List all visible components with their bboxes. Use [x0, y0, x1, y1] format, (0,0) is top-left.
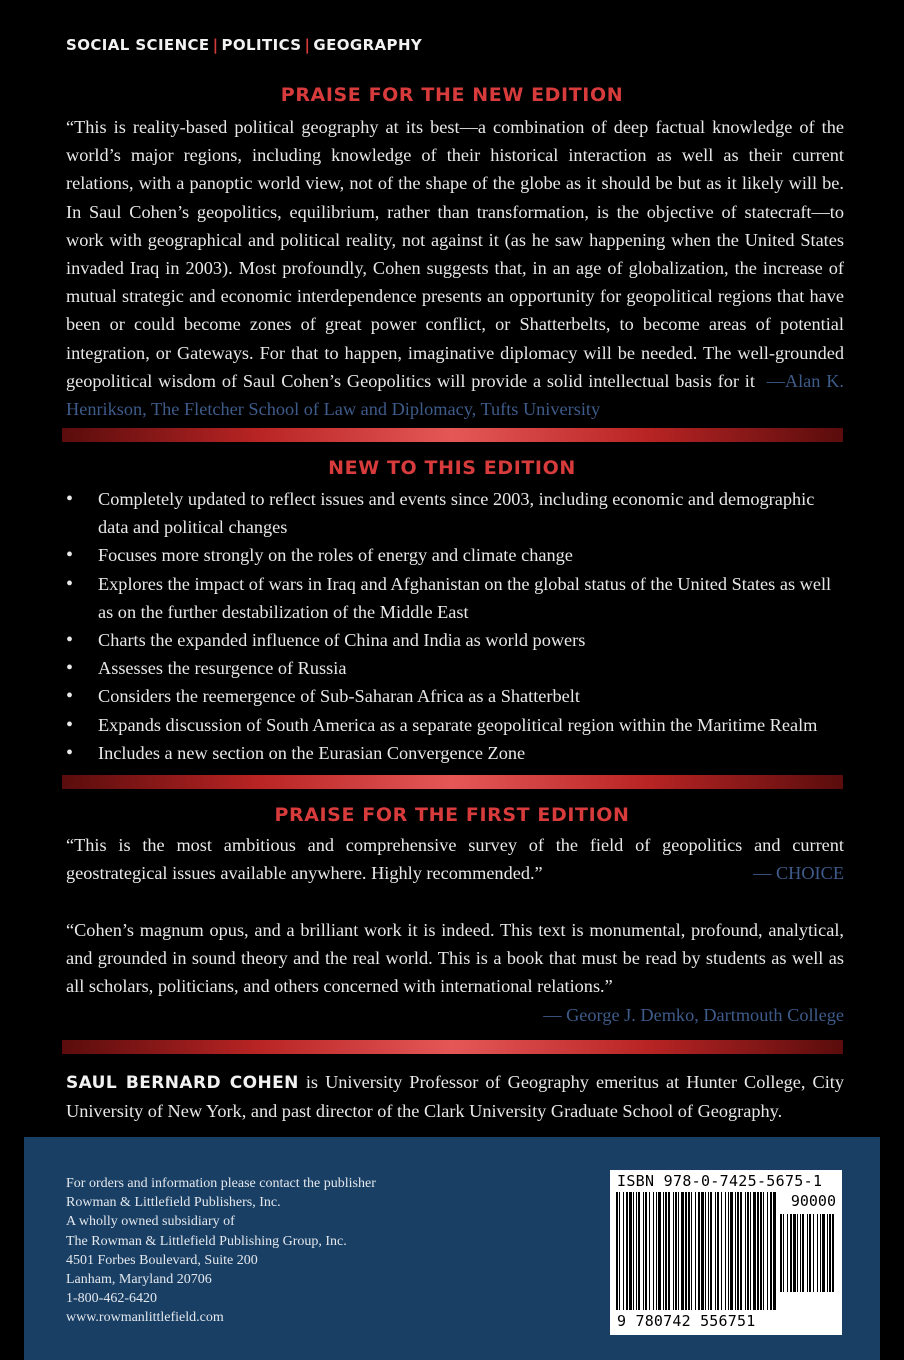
list-item: • Charts the expanded influence of China and India as world powers	[66, 626, 844, 654]
price-barcode-bars	[780, 1214, 836, 1294]
barcode-bar	[715, 1192, 716, 1310]
barcode-bar	[658, 1192, 661, 1310]
barcode-bar	[767, 1192, 768, 1310]
barcode-bar	[773, 1192, 776, 1310]
barcode-bar	[688, 1192, 690, 1310]
praise-new-heading: PRAISE FOR THE NEW EDITION	[280, 84, 624, 106]
publisher-line: For orders and information please contact the publisher	[66, 1176, 376, 1191]
barcode-bar	[725, 1192, 726, 1310]
publisher-footer	[24, 1137, 880, 1360]
category-social-science: SOCIAL SCIENCE	[66, 36, 210, 54]
barcode-bar	[649, 1192, 650, 1310]
barcode-bar	[832, 1214, 834, 1292]
barcode-bar	[800, 1214, 801, 1292]
barcode-bar	[653, 1192, 654, 1310]
category-geography: GEOGRAPHY	[313, 36, 423, 54]
isbn-number: ISBN 978-0-7425-5675-1	[617, 1172, 823, 1190]
list-item: • Includes a new section on the Eurasian Convergence Zone	[66, 739, 844, 767]
barcode-bar	[698, 1192, 700, 1310]
new-edition-list	[66, 485, 844, 767]
barcode-bar	[745, 1192, 746, 1310]
barcode-bar	[668, 1192, 670, 1310]
publisher-website: www.rowmanlittlefield.com	[66, 1310, 224, 1326]
praise-first-heading: PRAISE FOR THE FIRST EDITION	[274, 804, 630, 826]
list-item: • Explores the impact of wars in Iraq and Afghanistan on the global status of the United States as well as on the further destabilization of the Middle East	[66, 570, 844, 626]
barcode-bar	[708, 1192, 709, 1310]
publisher-line: 1-800-462-6420	[66, 1291, 157, 1307]
barcode-bar	[822, 1214, 825, 1292]
bullet-icon: •	[66, 544, 74, 567]
publisher-contact	[66, 1174, 376, 1328]
barcode-bar	[673, 1192, 674, 1310]
barcode-bar	[695, 1192, 696, 1310]
author-bio-block	[66, 1068, 844, 1125]
barcode-bar	[705, 1192, 706, 1310]
isbn-barcode	[610, 1170, 842, 1335]
barcode-bar	[685, 1192, 687, 1310]
barcode-bar	[793, 1214, 796, 1292]
barcode-bar	[829, 1214, 831, 1292]
new-edition-heading: NEW TO THIS EDITION	[328, 457, 576, 479]
publisher-line: A wholly owned subsidiary of	[66, 1214, 235, 1230]
list-item: • Completely updated to reflect issues and events since 2003, including economic and demographic data and political changes	[66, 485, 844, 541]
barcode-bar	[730, 1192, 733, 1310]
section-divider	[62, 428, 843, 442]
barcode-bar	[643, 1192, 644, 1310]
publisher-line: Lanham, Maryland 20706	[66, 1272, 212, 1288]
barcode-bar	[675, 1192, 677, 1310]
publisher-line: The Rowman & Littlefield Publishing Group, Inc.	[66, 1233, 347, 1249]
barcode-bar	[797, 1214, 798, 1292]
barcode-digits: 9 780742 556751	[617, 1312, 756, 1330]
barcode-bar	[760, 1192, 762, 1310]
barcode-bar	[633, 1192, 634, 1310]
barcode-bar	[740, 1192, 742, 1310]
bullet-icon: •	[66, 629, 74, 652]
bullet-icon: •	[66, 488, 74, 510]
praise-first-attribution-1: — CHOICE	[753, 863, 844, 883]
bullet-icon: •	[66, 741, 74, 764]
barcode-bar	[665, 1192, 667, 1310]
barcode-bar	[710, 1192, 712, 1310]
barcode-bar	[721, 1192, 722, 1310]
bullet-icon: •	[66, 572, 74, 595]
barcode-bar	[763, 1192, 764, 1310]
category-politics: POLITICS	[221, 36, 302, 54]
bullet-icon: •	[66, 657, 74, 680]
praise-first-attribution-2: — George J. Demko, Dartmouth College	[543, 1005, 844, 1025]
barcode-bar	[663, 1192, 664, 1310]
publisher-line: 4501 Forbes Boulevard, Suite 200	[66, 1252, 258, 1268]
barcode-bar	[656, 1192, 657, 1310]
section-divider	[62, 775, 843, 789]
list-item: • Expands discussion of South America as a separate geopolitical region within the Maritime Realm	[66, 711, 844, 739]
barcode-bar	[638, 1192, 640, 1310]
barcode-bar	[616, 1192, 618, 1310]
list-item: • Assesses the resurgence of Russia	[66, 654, 844, 682]
barcode-bar	[750, 1192, 751, 1310]
list-item: • Considers the reemergence of Sub-Saharan Africa as a Shatterbelt	[66, 682, 844, 710]
barcode-bar	[678, 1192, 679, 1310]
barcode-bar	[626, 1192, 628, 1310]
praise-new-quote: “This is reality-based political geography at its best—a combination of deep factual knowledge of the world’s major regions, including knowledge of their historical interaction as well as their current relations, with a panoptic world view, not of the shape of the globe as it should be but as it likely will be. In Saul Cohen’s geopolitics, equilibrium, rather than transformation, is the objective of statecraft—to work with geographical and political reality, not against it (as he saw happening when the United States invaded Iraq in 2003). Most profoundly, Cohen suggests that, in an age of globalization, the increase of mutual strategic and economic interdependence presents an opportunity for geopolitical regions that have been or could become zones of great power conflict, or Shatterbelts, to become areas of potential integration, or Gateways. For that to happen, imaginative diplomacy will be needed. The well-grounded geopolitical wisdom of Saul Cohen’s Geopolitics will provide a solid intellectual basis for it	[66, 117, 844, 391]
barcode-bar	[813, 1214, 814, 1292]
list-item: • Focuses more strongly on the roles of energy and climate change	[66, 541, 844, 569]
barcode-bar	[790, 1214, 792, 1292]
barcode-bar	[717, 1192, 719, 1310]
barcode-bar	[747, 1192, 749, 1310]
barcode-bar	[780, 1214, 782, 1292]
bullet-icon: •	[66, 713, 74, 736]
praise-new-attribution: —Alan K. Henrikson, The Fletcher School of Law and Diplomacy, Tufts University	[66, 370, 844, 420]
barcode-bar	[817, 1214, 818, 1292]
author-bio: is University Professor of Geography emeritus at Hunter College, City University of New York, and past director of the Clark University Graduate School of Geography.	[66, 1072, 844, 1122]
category-separator: |	[304, 36, 311, 54]
barcode-bar	[629, 1192, 632, 1310]
barcode-bar	[681, 1192, 684, 1310]
barcode-bar	[619, 1192, 620, 1310]
barcode-bar	[735, 1192, 736, 1310]
praise-first-quote-2: “Cohen’s magnum opus, and a brilliant work it is indeed. This text is monumental, profound, analytical, and grounded in sound theory and the real world. This is a book that must be read by students as well as all scholars, politicians, and others concerned with international relations.”	[66, 920, 844, 997]
barcode-bar	[645, 1192, 647, 1310]
category-separator: |	[212, 36, 219, 54]
barcode-bar	[701, 1192, 704, 1310]
barcode-bar	[623, 1192, 624, 1310]
barcode-bar	[787, 1214, 788, 1292]
barcode-bar	[753, 1192, 756, 1310]
praise-new-quote-block	[66, 113, 844, 423]
barcode-bar	[809, 1214, 811, 1292]
barcode-bar	[783, 1214, 784, 1292]
barcode-bar	[820, 1214, 821, 1292]
barcode-bar	[636, 1192, 637, 1310]
barcode-bar	[802, 1214, 804, 1292]
barcode-bar	[770, 1192, 772, 1310]
barcode-bar	[737, 1192, 739, 1310]
praise-first-quote-1: “This is the most ambitious and comprehensive survey of the field of geopolitics and current geostrategical issues available anywhere. Highly recommended.”	[66, 835, 844, 884]
barcode-bar	[728, 1192, 729, 1310]
category-line	[66, 36, 422, 54]
barcode-bar	[757, 1192, 759, 1310]
author-name: SAUL BERNARD COHEN	[66, 1073, 299, 1093]
publisher-line: Rowman & Littlefield Publishers, Inc.	[66, 1195, 281, 1211]
barcode-bar	[691, 1192, 692, 1310]
section-divider	[62, 1040, 843, 1054]
price-code: 90000	[790, 1192, 836, 1210]
bullet-icon: •	[66, 685, 74, 708]
barcode-bar	[807, 1214, 808, 1292]
barcode-bars	[616, 1192, 776, 1312]
barcode-bar	[827, 1214, 828, 1292]
